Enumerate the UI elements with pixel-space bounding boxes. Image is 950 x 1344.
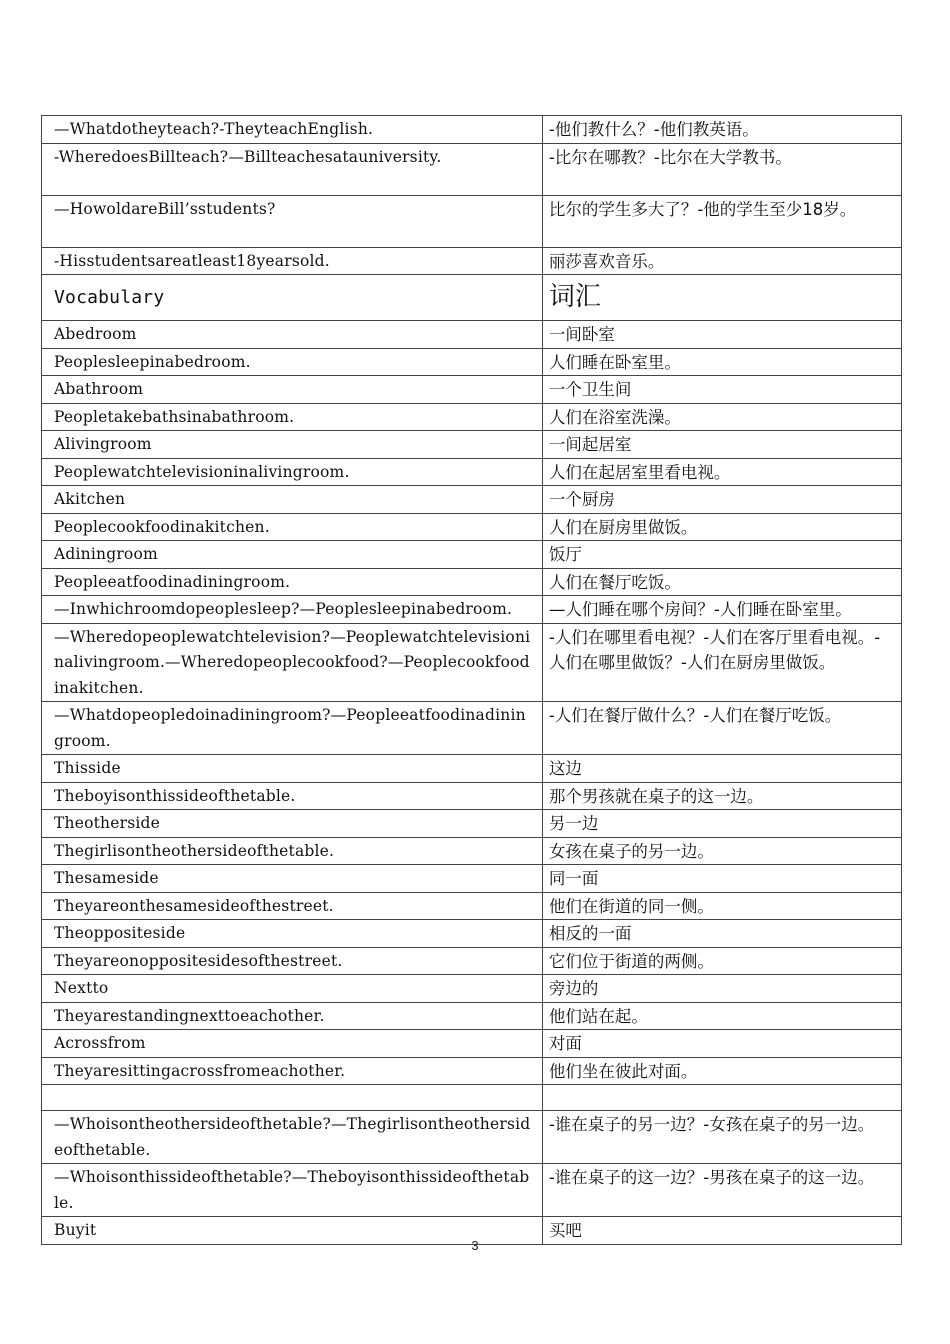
english-cell: Vocabulary <box>42 275 543 321</box>
chinese-cell: 比尔的学生多大了？-他的学生至少18岁。 <box>542 195 901 247</box>
chinese-cell: 它们位于街道的两侧。 <box>542 947 901 975</box>
chinese-cell: 人们睡在卧室里。 <box>542 348 901 376</box>
chinese-cell: 词汇 <box>542 275 901 321</box>
table-row <box>42 376 902 404</box>
english-cell: Peoplesleepinabedroom. <box>42 348 543 376</box>
english-cell <box>42 1085 543 1111</box>
table-row <box>42 1111 902 1164</box>
chinese-cell: 他们坐在彼此对面。 <box>542 1057 901 1085</box>
table-row <box>42 1085 902 1111</box>
english-cell: Theboyisonthissideofthetable. <box>42 782 543 810</box>
table-row <box>42 513 902 541</box>
english-cell: —HowoldareBill’sstudents? <box>42 195 543 247</box>
vocabulary-table <box>41 115 902 1245</box>
chinese-cell: 一个卫生间 <box>542 376 901 404</box>
chinese-cell: -人们在餐厅做什么？-人们在餐厅吃饭。 <box>542 702 901 755</box>
english-cell: Buyit <box>42 1217 543 1245</box>
table-row <box>42 348 902 376</box>
english-cell: Peoplecookfoodinakitchen. <box>42 513 543 541</box>
english-cell: Acrossfrom <box>42 1030 543 1058</box>
chinese-cell: 丽莎喜欢音乐。 <box>542 247 901 275</box>
table-row <box>42 1164 902 1217</box>
chinese-cell: 旁边的 <box>542 975 901 1003</box>
table-row <box>42 1030 902 1058</box>
english-cell: -WheredoesBillteach?—Billteachesatauniversity. <box>42 143 543 195</box>
chinese-cell: -他们教什么？-他们教英语。 <box>542 116 901 144</box>
english-cell: Theoppositeside <box>42 920 543 948</box>
english-cell: Theyareonoppositesidesofthestreet. <box>42 947 543 975</box>
english-cell: Adiningroom <box>42 541 543 569</box>
table-row <box>42 1057 902 1085</box>
chinese-cell: 人们在浴室洗澡。 <box>542 403 901 431</box>
table-row <box>42 865 902 893</box>
english-cell: Peopleeatfoodinadiningroom. <box>42 568 543 596</box>
chinese-cell: 他们站在起。 <box>542 1002 901 1030</box>
english-cell: Abedroom <box>42 321 543 349</box>
english-cell: Theyareonthesamesideofthestreet. <box>42 892 543 920</box>
english-cell: Thisside <box>42 755 543 783</box>
chinese-cell: -谁在桌子的另一边？-女孩在桌子的另一边。 <box>542 1111 901 1164</box>
chinese-cell: 一间卧室 <box>542 321 901 349</box>
table-row <box>42 486 902 514</box>
chinese-cell: 饭厅 <box>542 541 901 569</box>
table-row <box>42 247 902 275</box>
english-cell: Abathroom <box>42 376 543 404</box>
table-row <box>42 458 902 486</box>
chinese-cell: -人们在哪里看电视？-人们在客厅里看电视。-人们在哪里做饭？-人们在厨房里做饭。 <box>542 623 901 702</box>
table-row <box>42 431 902 459</box>
table-row <box>42 782 902 810</box>
english-cell: Alivingroom <box>42 431 543 459</box>
chinese-cell: 这边 <box>542 755 901 783</box>
chinese-cell: 人们在起居室里看电视。 <box>542 458 901 486</box>
table-row <box>42 541 902 569</box>
table-body <box>42 116 902 1245</box>
english-cell: —Inwhichroomdopeoplesleep?—Peoplesleepinabedroom. <box>42 596 543 624</box>
table-row <box>42 568 902 596</box>
table-row <box>42 275 902 321</box>
table-row <box>42 321 902 349</box>
english-cell: —Whoisonthissideofthetable?—Theboyisonthissideofthetable. <box>42 1164 543 1217</box>
english-cell: Theyaresittingacrossfromeachother. <box>42 1057 543 1085</box>
english-cell: Thegirlisontheothersideofthetable. <box>42 837 543 865</box>
english-cell: —Whatdopeopledoinadiningroom?—Peopleeatfoodinadiningroom. <box>42 702 543 755</box>
table-row <box>42 116 902 144</box>
english-cell: —Wheredopeoplewatchtelevision?—Peoplewatchtelevisioninalivingroom.—Wheredopeoplecookfood?—Peoplecookfoodinakitchen. <box>42 623 543 702</box>
table-row <box>42 810 902 838</box>
chinese-cell: 那个男孩就在桌子的这一边。 <box>542 782 901 810</box>
table-row <box>42 920 902 948</box>
chinese-cell: 人们在厨房里做饭。 <box>542 513 901 541</box>
chinese-cell: 对面 <box>542 1030 901 1058</box>
table-row <box>42 837 902 865</box>
chinese-cell: —人们睡在哪个房间？-人们睡在卧室里。 <box>542 596 901 624</box>
table-row <box>42 143 902 195</box>
table-row <box>42 892 902 920</box>
table-row <box>42 596 902 624</box>
chinese-cell: 人们在餐厅吃饭。 <box>542 568 901 596</box>
chinese-cell: 相反的一面 <box>542 920 901 948</box>
table-row <box>42 195 902 247</box>
english-cell: Theyarestandingnexttoeachother. <box>42 1002 543 1030</box>
table-row <box>42 623 902 702</box>
chinese-cell: -谁在桌子的这一边？-男孩在桌子的这一边。 <box>542 1164 901 1217</box>
table-row <box>42 975 902 1003</box>
chinese-cell <box>542 1085 901 1111</box>
table-row <box>42 755 902 783</box>
page-number: 3 <box>471 1238 479 1253</box>
chinese-cell: 一个厨房 <box>542 486 901 514</box>
english-cell: —Whatdotheyteach?-TheyteachEnglish. <box>42 116 543 144</box>
chinese-cell: 一间起居室 <box>542 431 901 459</box>
table-row <box>42 1002 902 1030</box>
chinese-cell: 女孩在桌子的另一边。 <box>542 837 901 865</box>
table-row <box>42 947 902 975</box>
english-cell: Thesameside <box>42 865 543 893</box>
english-cell: Peoplewatchtelevisioninalivingroom. <box>42 458 543 486</box>
table-row <box>42 702 902 755</box>
english-cell: Peopletakebathsinabathroom. <box>42 403 543 431</box>
chinese-cell: -比尔在哪教？-比尔在大学教书。 <box>542 143 901 195</box>
chinese-cell: 买吧 <box>542 1217 901 1245</box>
english-cell: Akitchen <box>42 486 543 514</box>
chinese-cell: 同一面 <box>542 865 901 893</box>
english-cell: -Hisstudentsareatleast18yearsold. <box>42 247 543 275</box>
english-cell: Nextto <box>42 975 543 1003</box>
english-cell: —Whoisontheothersideofthetable?—Thegirlisontheothersideofthetable. <box>42 1111 543 1164</box>
english-cell: Theotherside <box>42 810 543 838</box>
table-row <box>42 403 902 431</box>
chinese-cell: 另一边 <box>542 810 901 838</box>
chinese-cell: 他们在街道的同一侧。 <box>542 892 901 920</box>
